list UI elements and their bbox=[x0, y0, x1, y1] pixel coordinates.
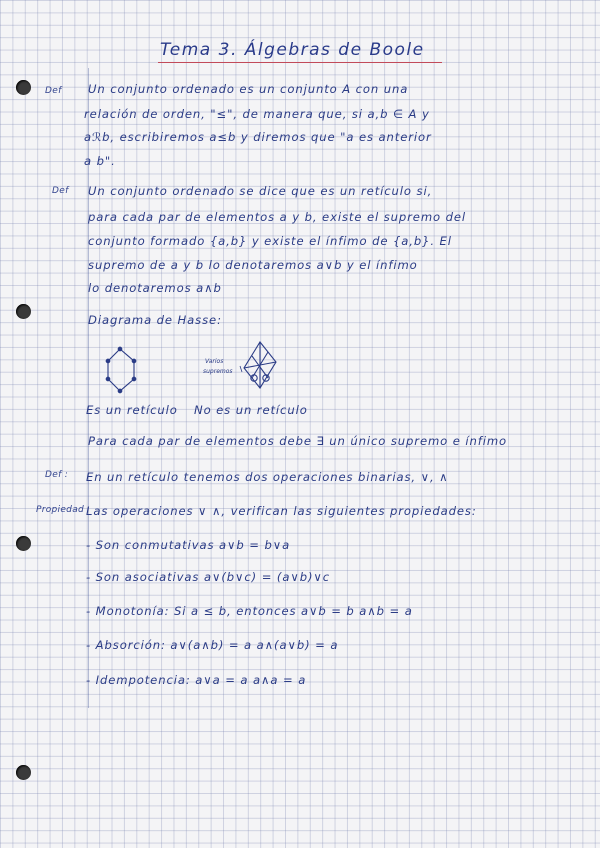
diagram-annotation: supremos bbox=[203, 368, 233, 375]
property-line: - Idempotencia: a∨a = a a∧a = a bbox=[86, 673, 307, 687]
binder-hole bbox=[16, 304, 31, 319]
diagram-caption-non-lattice: No es un retículo bbox=[194, 403, 308, 417]
text-line: conjunto formado {a,b} y existe el ínfimo de {a,b}. El bbox=[88, 234, 452, 248]
text-line: Las operaciones ∨ ∧, verifican las siguientes propiedades: bbox=[86, 504, 477, 518]
property-line: - Absorción: a∨(a∧b) = a a∧(a∨b) = a bbox=[86, 638, 339, 652]
title-underline bbox=[158, 62, 442, 63]
text-line: relación de orden, "≤", de manera que, si a,b ∈ A y bbox=[84, 107, 430, 121]
text-line: Para cada par de elementos debe ∃ un único supremo e ínfimo bbox=[88, 434, 508, 448]
property-line: - Son asociativas a∨(b∨c) = (a∨b)∨c bbox=[86, 570, 331, 584]
text-line: a b". bbox=[84, 154, 116, 168]
def-label: Def : bbox=[45, 470, 69, 480]
hasse-diagram-lattice bbox=[98, 345, 146, 395]
property-line: - Son conmutativas a∨b = b∨a bbox=[86, 538, 291, 552]
text-line: Un conjunto ordenado es un conjunto A con una bbox=[88, 82, 409, 96]
text-line: aℛb, escribiremos a≤b y diremos que "a es anterior bbox=[84, 130, 432, 144]
text-line: lo denotaremos a∧b bbox=[88, 281, 222, 295]
text-line: Un conjunto ordenado se dice que es un retículo si, bbox=[88, 184, 433, 198]
binder-hole bbox=[16, 536, 31, 551]
hasse-diagram-non-lattice bbox=[232, 338, 288, 394]
property-line: - Monotonía: Si a ≤ b, entonces a∨b = b a∧b = a bbox=[86, 604, 413, 618]
text-line: Diagrama de Hasse: bbox=[88, 313, 222, 327]
propiedad-label: Propiedad bbox=[36, 505, 85, 515]
def-label: Def bbox=[45, 86, 62, 96]
diagram-annotation: Varios bbox=[205, 358, 224, 365]
text-line: En un retículo tenemos dos operaciones binarias, ∨, ∧ bbox=[86, 470, 449, 484]
page-title: Tema 3. Álgebras de Boole bbox=[160, 40, 425, 60]
text-line: supremo de a y b lo denotaremos a∨b y el ínfimo bbox=[88, 258, 418, 272]
diagram-caption-lattice: Es un retículo bbox=[86, 403, 178, 417]
binder-hole bbox=[16, 80, 31, 95]
def-label: Def bbox=[52, 186, 69, 196]
binder-hole bbox=[16, 765, 31, 780]
text-line: para cada par de elementos a y b, existe el supremo del bbox=[88, 210, 467, 224]
